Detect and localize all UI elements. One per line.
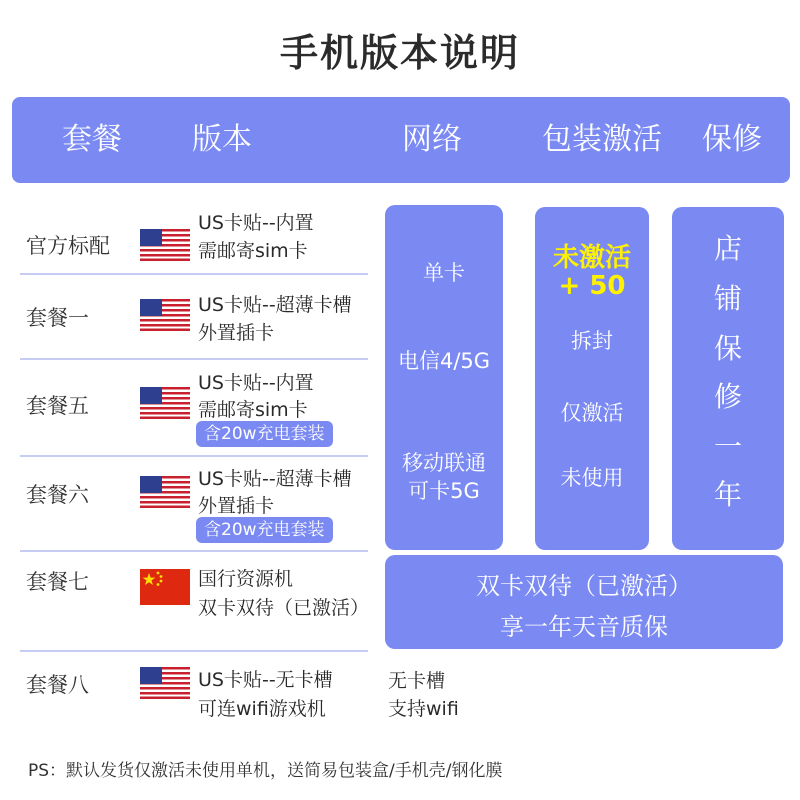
- version-line1: US卡贴--内置: [198, 212, 314, 234]
- version-line1: 国行资源机: [198, 568, 294, 590]
- no-sim-slot-label: 无卡槽: [388, 670, 446, 692]
- us-flag-icon: [140, 476, 190, 508]
- one-year-warranty-label: 享一年天音质保: [500, 613, 668, 641]
- version-line2: 需邮寄sim卡: [198, 240, 308, 262]
- us-flag-icon: [140, 229, 190, 261]
- wifi-support-label: 支持wifi: [388, 698, 459, 720]
- warranty-char: 一: [713, 430, 742, 463]
- version-line2: 双卡双待（已激活）: [198, 597, 370, 619]
- row-divider: [20, 273, 368, 275]
- warranty-char: 年: [713, 478, 742, 511]
- package-row-7: [20, 557, 370, 647]
- us-flag-icon: [140, 299, 190, 331]
- warranty-char: 修: [713, 380, 742, 413]
- warranty-char: 保: [713, 332, 742, 365]
- row-divider: [20, 650, 368, 652]
- header-bar: [12, 97, 790, 183]
- header-warranty: 保修: [702, 122, 762, 157]
- page-title: 手机版本说明: [279, 31, 520, 75]
- china-flag-icon: [140, 569, 190, 605]
- header-network: 网络: [402, 122, 462, 157]
- version-line2: 外置插卡: [198, 495, 275, 517]
- row-divider: [20, 455, 368, 457]
- network-single-sim: 单卡: [423, 261, 465, 285]
- network-5g: 可卡5G: [408, 479, 480, 503]
- us-flag-icon: [140, 667, 190, 699]
- activation-unused: 未使用: [560, 466, 624, 490]
- charger-bundle-badge: 含20w充电套装: [196, 517, 333, 543]
- package-label: 套餐七: [26, 570, 89, 594]
- footnote: PS：默认发货仅激活未使用单机，送简易包装盒/手机壳/钢化膜: [28, 761, 503, 781]
- dual-sim-label: 双卡双待（已激活）: [476, 572, 692, 600]
- header-activation: 包装激活: [542, 122, 662, 157]
- us-flag-icon: [140, 387, 190, 419]
- package-label: 套餐八: [26, 673, 89, 697]
- price-addon-label: + 50: [558, 271, 626, 301]
- version-line1: US卡贴--超薄卡槽: [198, 294, 352, 316]
- header-package: 套餐: [62, 122, 122, 157]
- activation-column: [535, 207, 649, 550]
- version-line1: US卡贴--无卡槽: [198, 669, 333, 691]
- package-row-6: [20, 462, 370, 547]
- package-label: 套餐六: [26, 483, 89, 507]
- package-row-1: [20, 285, 370, 355]
- version-line1: US卡贴--内置: [198, 372, 314, 394]
- warranty-char: 店: [713, 232, 742, 265]
- version-line2: 外置插卡: [198, 322, 275, 344]
- row-divider: [20, 550, 368, 552]
- header-version: 版本: [192, 122, 252, 157]
- warranty-char: 铺: [713, 282, 742, 315]
- warranty-column: [672, 207, 784, 550]
- version-line1: US卡贴--超薄卡槽: [198, 468, 352, 490]
- activation-only: 仅激活: [560, 401, 624, 425]
- domestic-warranty-box: [385, 555, 783, 649]
- charger-bundle-badge: 含20w充电套装: [196, 421, 333, 447]
- package-label: 套餐一: [26, 306, 89, 330]
- not-activated-label: 未激活: [552, 243, 631, 273]
- package-label: 套餐五: [26, 394, 89, 418]
- network-mobile-unicom: 移动联通: [402, 451, 486, 475]
- version-line2: 可连wifi游戏机: [198, 698, 326, 720]
- package-label: 官方标配: [26, 234, 110, 258]
- row-divider: [20, 358, 368, 360]
- version-line2: 需邮寄sim卡: [198, 399, 308, 421]
- package-row-5: [20, 365, 370, 450]
- package-row-standard: [20, 205, 370, 275]
- activation-unboxed: 拆封: [571, 329, 613, 353]
- package-row-8: [20, 660, 370, 725]
- network-column: [385, 205, 503, 550]
- network-telecom: 电信4/5G: [397, 349, 491, 373]
